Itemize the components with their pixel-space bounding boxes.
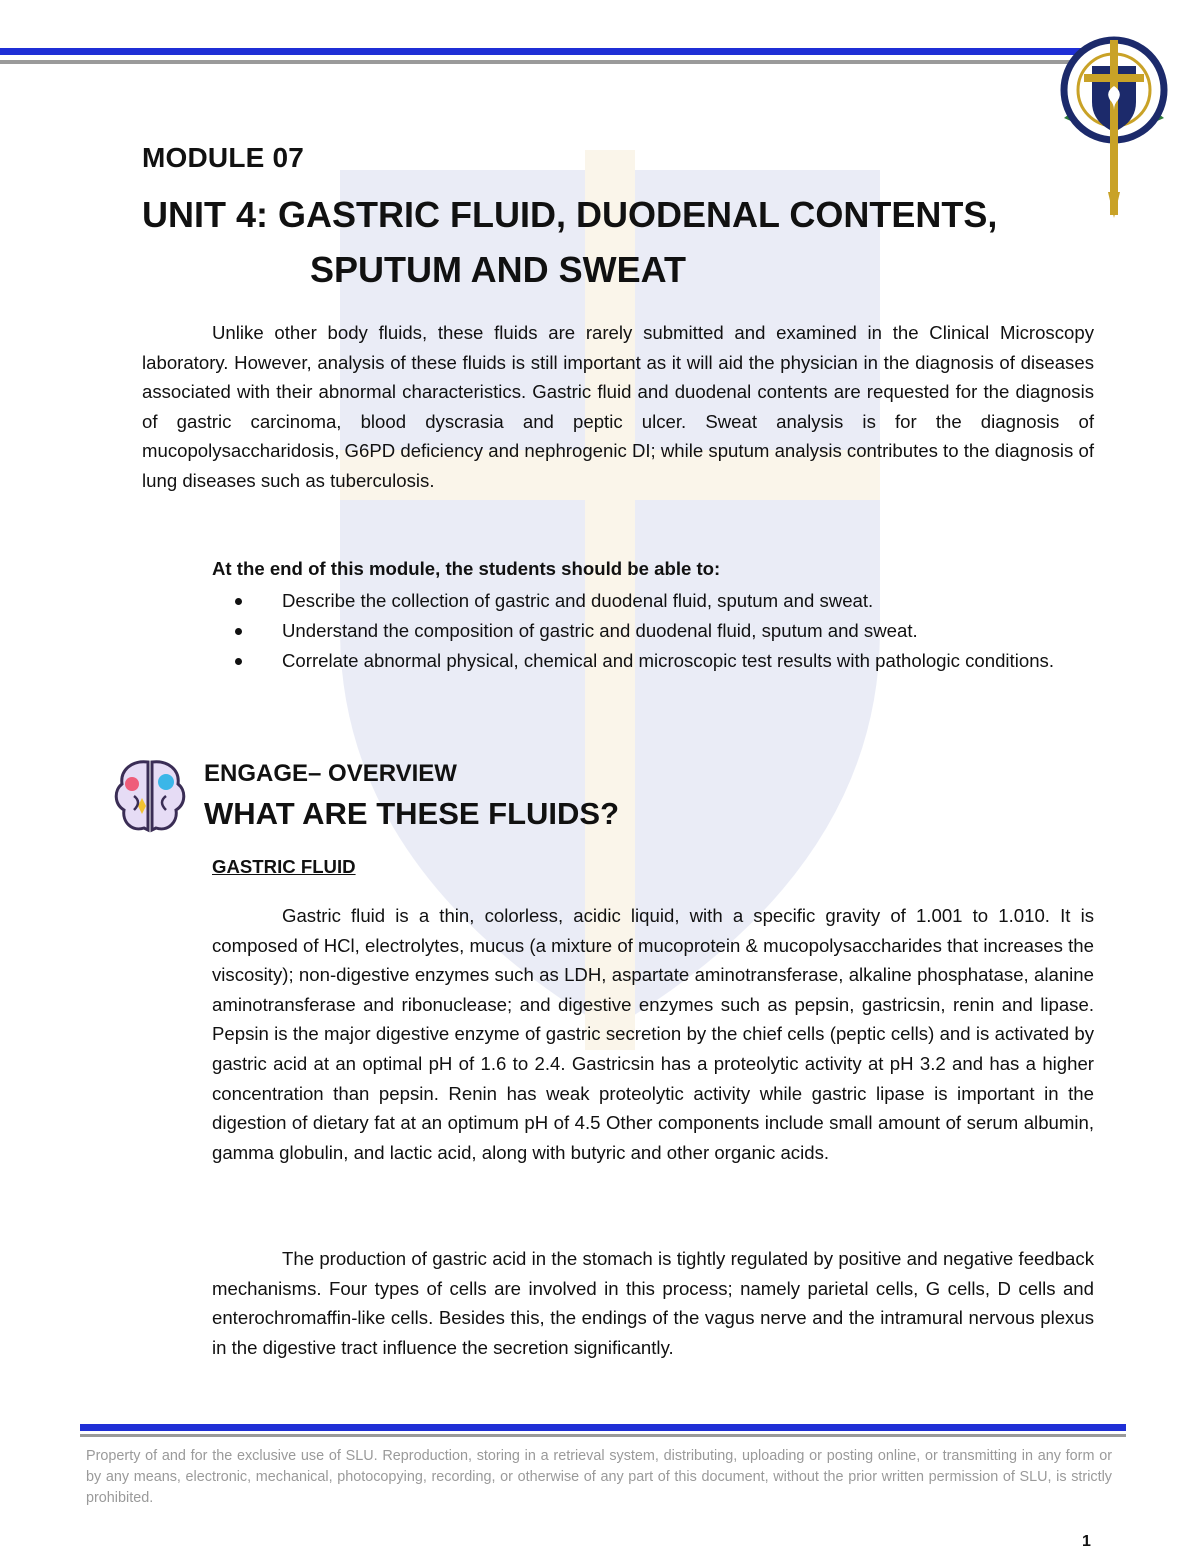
gastric-fluid-heading: GASTRIC FLUID (212, 856, 356, 877)
header-rule-blue (0, 48, 1092, 55)
list-item: Understand the composition of gastric and duodenal fluid, sputum and sweat. (212, 616, 1094, 646)
objectives-heading: At the end of this module, the students should be able to: (212, 558, 721, 579)
page-number: 1 (1082, 1533, 1091, 1550)
unit-title-line1: UNIT 4: GASTRIC FLUID, DUODENAL CONTENTS, (142, 194, 998, 235)
intro-paragraph: Unlike other body fluids, these fluids are rarely submitted and examined in the Clinical Microscopy laboratory. However, analysis of these fluids is still important as it will aid the physician in the diagnosis of diseases associated with their abnormal characteristics. Gastric fluid and duodenal contents are requested for the diagnosis of gastric carcinoma, blood dyscrasia and peptic ulcer. Sweat analysis is for the diagnosis of mucopolysaccharidosis, G6PD deficiency and nephrogenic DI; while sputum analysis contributes to the diagnosis of lung diseases such as tuberculosis. (142, 322, 1094, 491)
footer-rule-blue (80, 1424, 1126, 1431)
unit-title-line2: SPUTUM AND SWEAT (310, 249, 686, 290)
engage-title: WHAT ARE THESE FLUIDS? (204, 796, 620, 831)
gastric-paragraph-2: The production of gastric acid in the stomach is tightly regulated by positive and negative feedback mechanisms. Four types of cells are involved in this process; namely parietal cells, G cells, D cells and enterochromaffin-like cells. Besides this, the endings of the vagus nerve and the intramural nervous plexus in the digestive tract influence the secretion significantly. (212, 1248, 1094, 1358)
brain-icon (112, 756, 188, 836)
module-label: MODULE 07 (142, 142, 305, 173)
bullet-icon (235, 628, 242, 635)
copyright-notice: Property of and for the exclusive use of SLU. Reproduction, storing in a retrieval system, distributing, uploading or posting online, or transmitting in any form or by any means, electronic, mechanical, photocopying, recording, or otherwise of any part of this document, without the prior written permission of SLU, is strictly prohibited. (86, 1448, 1112, 1506)
footer-rule-grey (80, 1434, 1126, 1437)
gastric-paragraph-1: Gastric fluid is a thin, colorless, acidic liquid, with a specific gravity of 1.001 to 1.010. It is composed of HCl, electrolytes, mucus (a mixture of mucoprotein & mucopolysaccharides that increases the viscosity); non-digestive enzymes such as LDH, aspartate aminotransferase, alkaline phosphatase, alanine aminotransferase and ribonuclease; and digestive enzymes such as pepsin, gastricsin, renin and lipase. Pepsin is the major digestive enzyme of gastric secretion by the chief cells (peptic cells) and is activated by gastric acid at an optimal pH of 1.6 to 2.4. Gastricsin has a proteolytic activity at pH 3.2 and has a higher concentration than pepsin. Renin has weak proteolytic activity while gastric lipase is important in the digestion of dietary fat at an optimum pH of 4.5 Other components include small amount of serum albumin, gamma globulin, and lactic acid, along with butyric and other organic acids. (212, 905, 1094, 1163)
list-item: Correlate abnormal physical, chemical and microscopic test results with pathologic conditions. (212, 646, 1094, 676)
list-item: Describe the collection of gastric and duodenal fluid, sputum and sweat. (212, 586, 1094, 616)
engage-label: ENGAGE– OVERVIEW (204, 760, 457, 787)
header-rule-grey (0, 60, 1092, 64)
unit-title (142, 187, 1122, 297)
objectives-list (212, 586, 1094, 676)
bullet-icon (235, 598, 242, 605)
bullet-icon (235, 658, 242, 665)
